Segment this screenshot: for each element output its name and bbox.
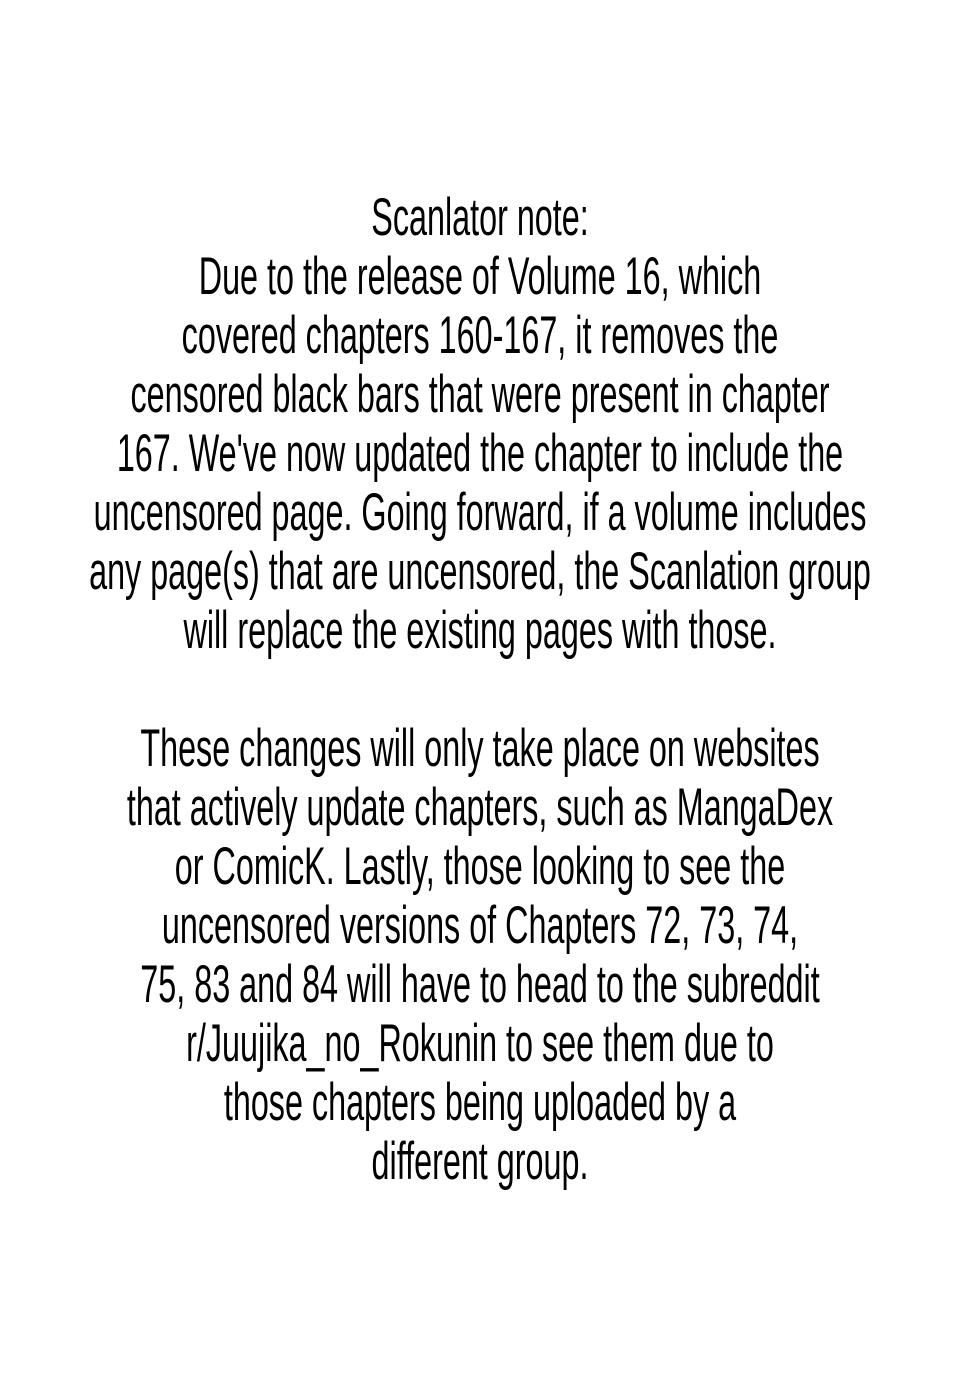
note-line: censored black bars that were present in chapter [130, 365, 830, 424]
note-line: any page(s) that are uncensored, the Scanlation group [89, 542, 871, 601]
note-title: Scanlator note: [371, 188, 589, 247]
note-line: uncensored versions of Chapters 72, 73, 74, [161, 896, 799, 955]
note-line: r/Juujika_no_Rokunin to see them due to [186, 1014, 774, 1073]
note-line: those chapters being uploaded by a [223, 1073, 737, 1132]
note-line: different group. [371, 1132, 589, 1191]
note-line: will replace the existing pages with those. [183, 601, 777, 660]
note-line: uncensored page. Going forward, if a volume includes [93, 483, 867, 542]
note-line: 75, 83 and 84 will have to head to the subreddit [140, 955, 820, 1014]
scanlator-note [0, 188, 960, 1191]
note-line: covered chapters 160-167, it removes the [181, 306, 779, 365]
note-line: These changes will only take place on websites [140, 719, 820, 778]
note-line: that actively update chapters, such as MangaDex [126, 778, 834, 837]
note-line: 167. We've now updated the chapter to include the [116, 424, 844, 483]
paragraph-spacer [0, 660, 960, 719]
note-line: Due to the release of Volume 16, which [198, 247, 762, 306]
note-line: or ComicK. Lastly, those looking to see the [174, 837, 786, 896]
